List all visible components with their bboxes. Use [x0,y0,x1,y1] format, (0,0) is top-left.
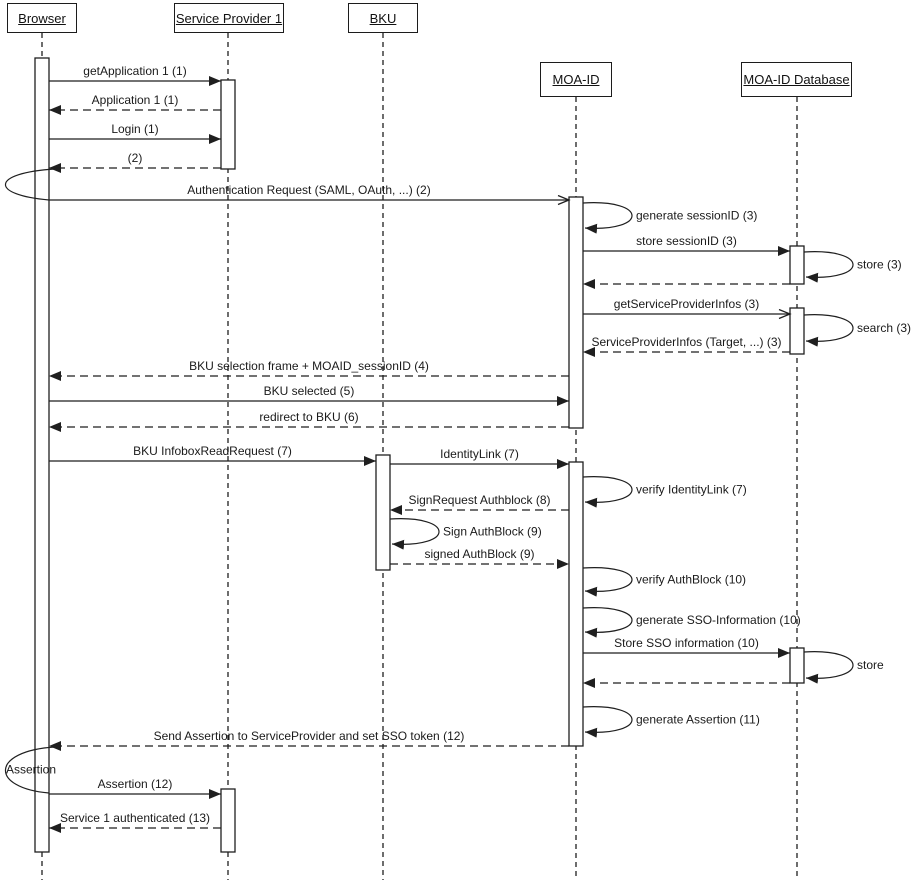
activation-bku [376,455,390,570]
self-message-label: verify IdentityLink (7) [636,482,747,497]
left-loop-label: Assertion [6,762,57,777]
activation-moadb [790,246,804,284]
message-label: BKU selected (5) [263,384,355,398]
actor-box-moaid [540,62,612,97]
self-message-label: search (3) [857,321,912,335]
actor-label: BKU [369,10,397,26]
message-label: Assertion (12) [97,777,173,791]
message-label: SignRequest Authblock (8) [408,493,551,507]
activation-moaid [569,197,583,428]
message-label: getApplication 1 (1) [83,64,187,78]
actor-box-bku [348,3,418,33]
self-message-arc [804,315,853,342]
self-message-arc [804,652,853,679]
message-label: BKU selection frame + MOAID_sessionID (4) [189,359,429,373]
self-message-label: store [857,658,884,672]
self-message-label: verify AuthBlock (10) [636,572,747,587]
actor-label: MOA-ID Database [743,72,850,87]
activation-sp1 [221,80,235,169]
activation-sp1 [221,789,235,852]
message-label: Service 1 authenticated (13) [59,811,211,825]
message-label: IdentityLink (7) [440,447,519,461]
self-message-arc [583,707,632,733]
activation-moadb [790,648,804,683]
message-label: getServiceProviderInfos (3) [613,297,760,311]
self-message-label: Sign AuthBlock (9) [443,524,542,539]
message-label: redirect to BKU (6) [259,410,359,424]
message-label: Authentication Request (SAML, OAuth, ...) (2) [187,183,431,197]
self-message-arc [804,252,853,278]
self-message-label: generate sessionID (3) [636,208,758,223]
self-message-arc [583,203,632,229]
self-message-label: generate SSO-Information (10) [636,613,801,627]
actor-box-sp1 [174,3,284,33]
message-label: Application 1 (1) [91,93,179,107]
self-message-arc [390,519,439,545]
actor-label: MOA-ID [552,72,600,87]
self-message-arc [583,477,632,503]
message-label: Login (1) [111,122,159,136]
message-label: ServiceProviderInfos (Target, ...) (3) [591,335,782,349]
message-label: Send Assertion to ServiceProvider and set SSO token (12) [153,729,465,743]
activation-moadb [790,308,804,354]
message-label: store sessionID (3) [636,234,737,248]
message-label: signed AuthBlock (9) [424,547,535,561]
actor-label: Browser [18,10,66,26]
self-message-label: generate Assertion (11) [636,712,760,727]
actor-label: Service Provider 1 [175,10,283,26]
message-label: (2) [127,151,143,165]
self-message-label: store (3) [857,257,902,272]
message-label: BKU InfoboxReadRequest (7) [133,444,292,458]
activation-browser [35,58,49,852]
actor-box-moadb [741,62,852,97]
activation-moaid [569,462,583,746]
self-message-arc [583,568,632,592]
message-label: Store SSO information (10) [614,636,759,650]
actor-box-browser [7,3,77,33]
self-message-arc [583,608,632,633]
